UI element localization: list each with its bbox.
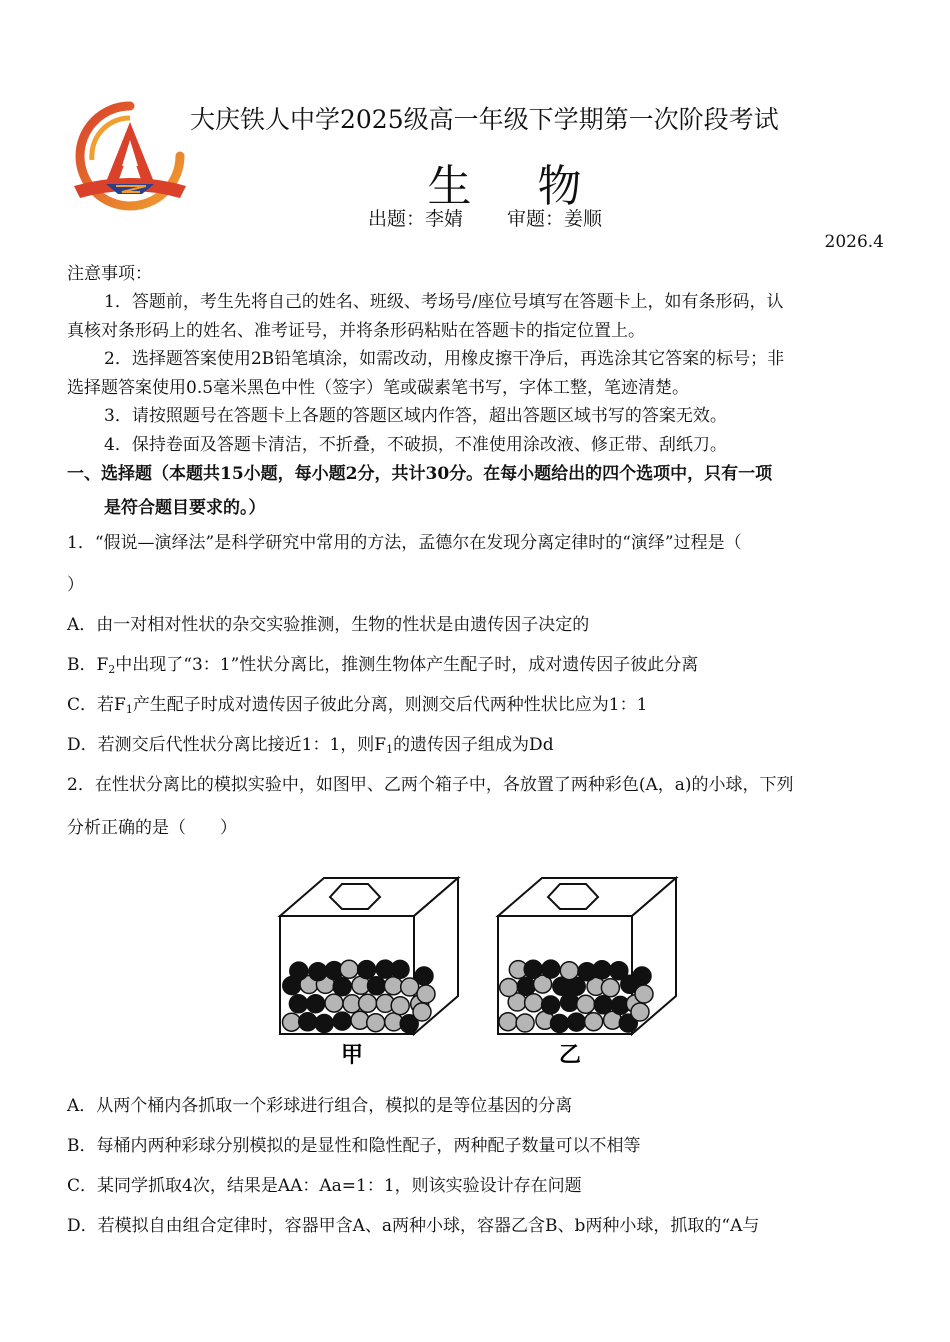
ball bbox=[542, 960, 560, 978]
notice-item-1-line-2: 真核对条形码上的姓名、准考证号，并将条形码粘贴在答题卡的指定位置上。 bbox=[67, 321, 645, 341]
box-yi-label: 乙 bbox=[558, 1043, 582, 1068]
q1-stem-line-1: 1．“假说—演绎法”是科学研究中常用的方法，孟德尔在发现分离定律时的“演绎”过程是（ bbox=[67, 533, 742, 553]
ball bbox=[358, 961, 376, 979]
q1-option-a: A．由一对相对性状的杂交实验推测，生物的性状是由遗传因子决定的 bbox=[67, 615, 590, 635]
ball bbox=[567, 1013, 585, 1031]
box-jia-label: 甲 bbox=[340, 1043, 364, 1068]
ball bbox=[593, 961, 611, 979]
notice-item-3: 3．请按照题号在答题卡上各题的答题区域内作答，超出答题区域书写的答案无效。 bbox=[104, 406, 727, 426]
ball bbox=[289, 995, 307, 1013]
q2-option-a: A．从两个桶内各抓取一个彩球进行组合，模拟的是等位基因的分离 bbox=[67, 1096, 573, 1116]
ball bbox=[325, 994, 343, 1012]
q1-stem-line-2: ） bbox=[67, 575, 84, 595]
section-heading-line-2: 是符合题目要求的。） bbox=[104, 498, 266, 518]
notice-heading: 注意事项： bbox=[67, 264, 152, 284]
reviewer-label: 审题： bbox=[507, 208, 565, 230]
ball bbox=[516, 1014, 534, 1032]
ball bbox=[340, 960, 358, 978]
q2-option-b: B．每桶内两种彩球分别模拟的是显性和隐性配子，两种配子数量可以不相等 bbox=[67, 1136, 641, 1156]
q2-option-c: C．某同学抓取4次，结果是AA：Aa=1：1，则该实验设计存在问题 bbox=[67, 1176, 582, 1196]
ball bbox=[368, 977, 386, 995]
notice-item-2-line-2: 选择题答案使用0.5毫米黑色中性（签字）笔或碳素笔书写，字体工整，笔迹清楚。 bbox=[67, 378, 690, 398]
notice-item-4: 4．保持卷面及答题卡清洁，不折叠，不破损，不准使用涂改液、修正带、刮纸刀。 bbox=[104, 435, 727, 455]
author-label: 出题： bbox=[368, 208, 426, 230]
ball bbox=[525, 994, 543, 1012]
ball bbox=[560, 962, 578, 980]
ball bbox=[315, 1015, 333, 1033]
box-jia bbox=[280, 878, 458, 1068]
ball bbox=[601, 979, 619, 997]
q1-option-b: B．$F_2$中出现了“3：1”性状分离比，推测生物体产生配子时，成对遗传因子彼此分离 bbox=[67, 655, 699, 676]
ball bbox=[635, 985, 653, 1003]
authors-line bbox=[368, 204, 602, 231]
section-heading-line-1: 一、选择题（本题共15小题，每小题2分，共计30分。在每小题给出的四个选项中，只有一项 bbox=[67, 464, 773, 484]
ball bbox=[384, 977, 402, 995]
reviewer-name: 姜顺 bbox=[564, 208, 603, 230]
q1-option-d: D．若测交后代性状分离比接近1：1，则$F_1$的遗传因子组成为Dd bbox=[67, 735, 554, 756]
ball bbox=[631, 1003, 649, 1021]
ball bbox=[417, 985, 435, 1003]
ball bbox=[594, 996, 612, 1014]
ball bbox=[524, 960, 542, 978]
box-yi bbox=[498, 878, 676, 1068]
ball bbox=[500, 979, 518, 997]
notice-item-1-line-1: 1．答题前，考生先将自己的姓名、班级、考场号/座位号填写在答题卡上，如有条形码，认 bbox=[104, 292, 784, 312]
ball bbox=[415, 967, 433, 985]
ball bbox=[585, 1013, 603, 1031]
ball bbox=[610, 962, 628, 980]
ball bbox=[333, 978, 351, 996]
q2-option-d: D．若模拟自由组合定律时，容器甲含A、a两种小球，容器乙含B、b两种小球，抓取的“A与 bbox=[67, 1216, 760, 1236]
ball bbox=[577, 995, 595, 1013]
exam-date: 2026.4 bbox=[824, 232, 884, 252]
q2-stem-line-1: 2．在性状分离比的模拟实验中，如图甲、乙两个箱子中，各放置了两种彩色(A，a)的小球，下列 bbox=[67, 775, 794, 795]
ball bbox=[359, 994, 377, 1012]
ball bbox=[283, 1013, 301, 1031]
notice-item-2-line-1: 2．选择题答案使用2B铅笔填涂，如需改动，用橡皮擦干净后，再选涂其它答案的标号；非 bbox=[104, 349, 785, 369]
ball bbox=[299, 1013, 317, 1031]
ball bbox=[391, 960, 409, 978]
author-name: 李婧 bbox=[425, 208, 464, 230]
q2-stem-line-2: 分析正确的是（ ） bbox=[67, 818, 237, 838]
ball bbox=[542, 996, 560, 1014]
ball bbox=[413, 1003, 431, 1021]
ball bbox=[290, 962, 308, 980]
ball bbox=[551, 1015, 569, 1033]
ball bbox=[307, 995, 325, 1013]
ball bbox=[333, 1012, 351, 1030]
subject-title: 生 物 bbox=[427, 161, 608, 212]
ball bbox=[391, 997, 409, 1015]
ball bbox=[633, 967, 651, 985]
ball bbox=[309, 963, 327, 981]
ball-boxes-figure bbox=[272, 872, 684, 1072]
exam-title: 大庆铁人中学2025级高一年级下学期第一次阶段考试 bbox=[190, 105, 779, 134]
ball bbox=[499, 1013, 517, 1031]
ball bbox=[367, 1014, 385, 1032]
q1-option-c: C．若$F_1$产生配子时成对遗传因子彼此分离，则测交后代两种性状比应为1：1 bbox=[67, 695, 648, 716]
ball bbox=[517, 977, 535, 995]
